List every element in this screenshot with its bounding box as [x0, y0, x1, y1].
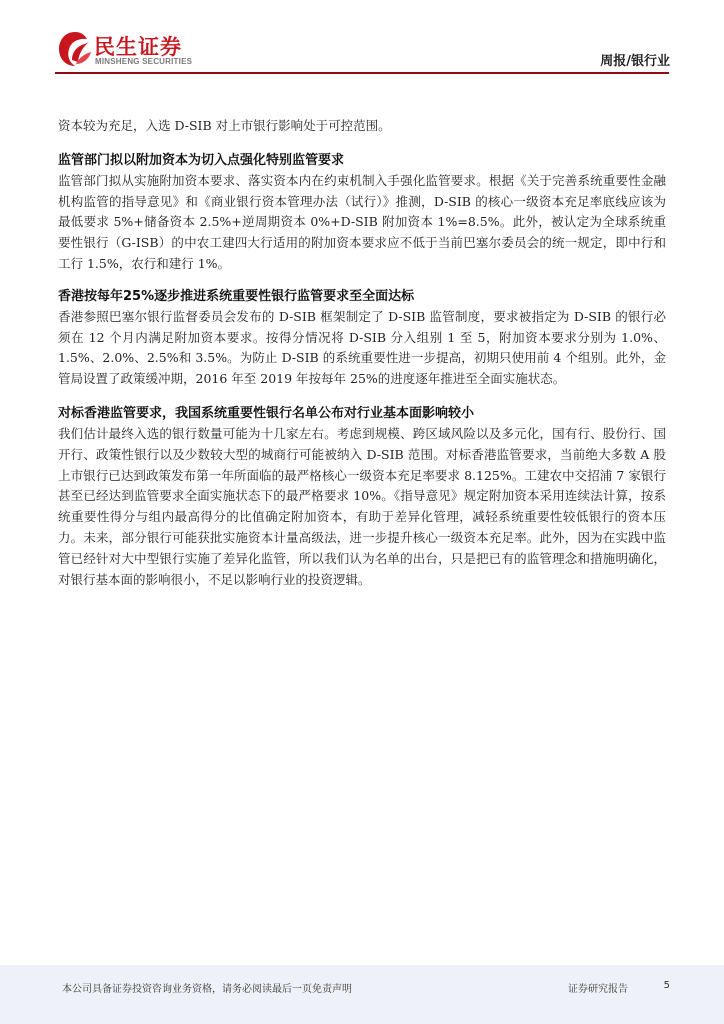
section-paragraph-2: 香港参照巴塞尔银行监督委员会发布的 D-SIB 框架制定了 D-SIB 监管制度，要求被指定为 D-SIB 的银行必须在 12 个月内满足附加资本要求。按得分情况将 D-SIB 分入组别 1 至 5，附加资本要求分别为 1.0%、1.5%、2.0%、2.5%和 3.5%。为防止 D-SIB 的系统重要性进一步提高，初期只使用前 4 个组别。此外，金管局设置了政策缓冲期，2016 年至 2019 年按每年 25%的进度逐年推进至全面实施状态。	[58, 308, 666, 387]
intro-paragraph: 资本较为充足，入选 D-SIB 对上市银行影响处于可控范围。	[58, 118, 391, 133]
page-number: 5	[663, 980, 670, 991]
footer-doc-type: 证券研究报告	[568, 984, 628, 995]
section-paragraph-3: 我们估计最终入选的银行数量可能为十几家左右。考虑到规模、跨区域风险以及多元化，国有行、股份行、国开行、政策性银行以及少数较大型的城商行可能被纳入 D-SIB 范围。对标香港监管要求，当前绝大多数 A 股上市银行已达到政策发布第一年所面临的最严格核心一级资本充足率要求 8.125%。工建农中交招浦 7 家银行甚至已经达到监管要求全面实施状态下的最严格要求 10%。《指导意见》规定附加资本采用连续法计算，按系统重要性得分与组内最高得分的比值确定附加资本，有助于差异化管理，减轻系统重要性较低银行的资本压力。未来，部分银行可能获批实施资本计量高级法，进一步提升核心一级资本充足率。此外，因为在实践中监管已经针对大中型银行实施了差异化监管，所以我们认为名单的出台，只是把已有的监管理念和措施明确化，对银行基本面的影响很小，不足以影响行业的投资逻辑。	[58, 425, 666, 587]
page-header	[0, 0, 724, 80]
logo-english-text: MINSHENG SECURITIES	[95, 57, 193, 66]
page-footer	[0, 965, 724, 1024]
section-paragraph-1: 监管部门拟从实施附加资本要求、落实资本内在约束机制入手强化监管要求。根据《关于完善系统重要性金融机构监管的指导意见》和《商业银行资本管理办法（试行）》推测，D-SIB 的核心一级资本充足率底线应该为最低要求 5%+储备资本 2.5%+逆周期资本 0%+D-SIB 附加资本 1%=8.5%。此外，被认定为全球系统重要性银行（G-ISB）的中农工建四大行适用的附加资本要求应不低于当前巴塞尔委员会的统一规定，即中行和工行 1.5%，农行和建行 1%。	[58, 172, 666, 271]
section-heading-3: 对标香港监管要求，我国系统重要性银行名单公布对行业基本面影响较小	[58, 405, 475, 421]
logo-chinese-text: 民生证券	[94, 35, 182, 59]
header-divider	[55, 72, 669, 74]
section-heading-1: 监管部门拟以附加资本为切入点强化特别监管要求	[58, 152, 345, 168]
footer-disclaimer: 本公司具备证券投资咨询业务资格，请务必阅读最后一页免责声明	[62, 984, 352, 995]
report-category: 周报/银行业	[600, 54, 670, 69]
report-body	[58, 116, 666, 590]
logo-mark-icon	[58, 30, 92, 68]
section-heading-2: 香港按每年25%逐步推进系统重要性银行监管要求至全面达标	[58, 288, 415, 304]
company-logo	[58, 30, 218, 70]
